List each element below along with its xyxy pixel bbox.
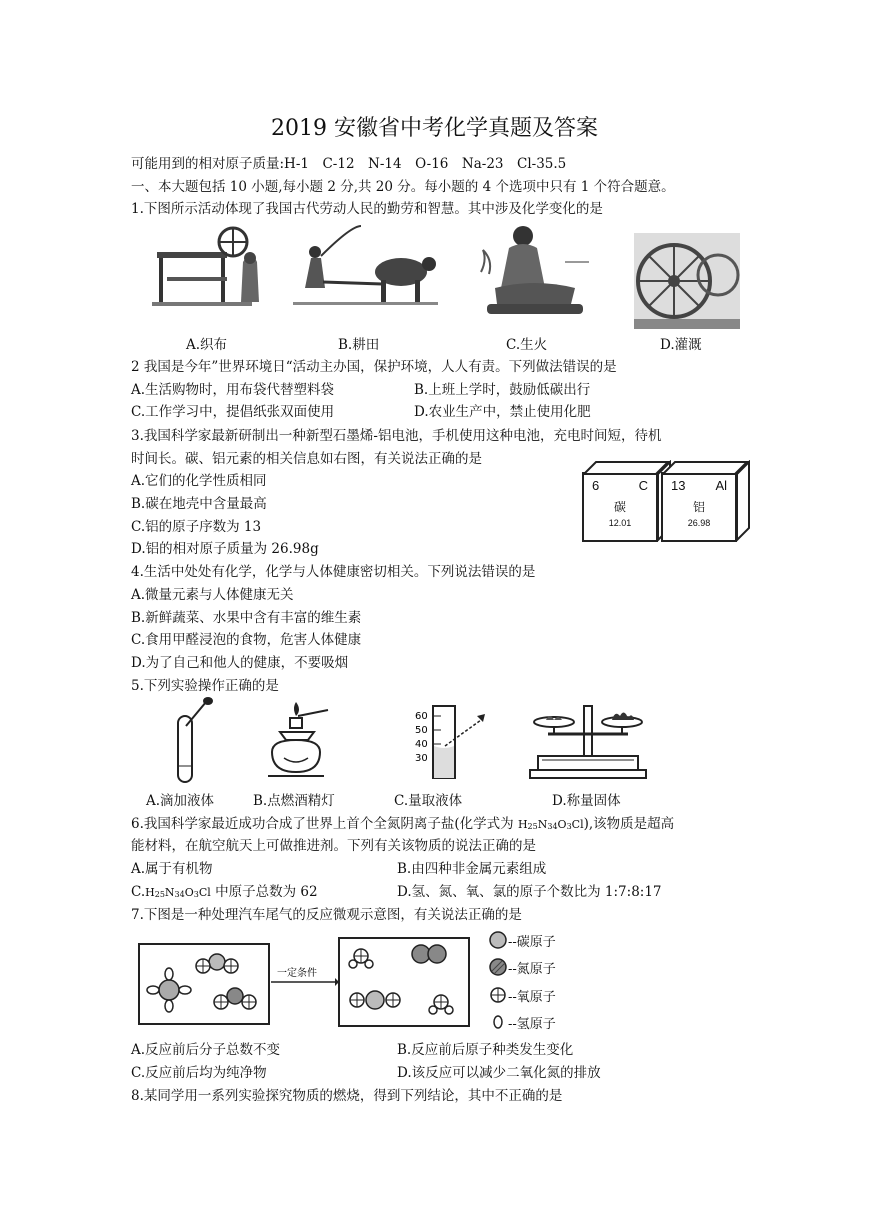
q5-option-b: B.点燃酒精灯	[253, 793, 335, 809]
reaction-condition: 一定条件	[277, 968, 317, 979]
page-title: 2019 安徽省中考化学真题及答案	[271, 116, 598, 141]
carbon-mass: 12.01	[608, 518, 632, 528]
legend-oxygen: --氧原子	[508, 990, 556, 1005]
q4-option-b: B.新鲜蔬菜、水果中含有丰富的维生素	[131, 610, 362, 626]
carbon-name: 碳	[613, 500, 626, 514]
right-molecule-co2	[350, 991, 400, 1009]
legend-carbon: --碳原子	[508, 935, 556, 950]
q7-option-b: B.反应前后原子种类发生变化	[397, 1042, 574, 1058]
q2-option-a: A.生活购物时，用布袋代替塑料袋	[131, 382, 335, 398]
q5-option-a: A.滴加液体	[146, 793, 215, 809]
aluminum-atomic-number: 13	[671, 478, 686, 493]
aluminum-card-side	[735, 460, 751, 542]
q8-stem: 8.某同学用一系列实验探究物质的燃烧，得到下列结论，其中不正确的是	[131, 1088, 563, 1104]
q5-balance-image	[528, 700, 648, 784]
legend-carbon-icon	[488, 930, 508, 950]
legend-hydrogen-icon	[488, 1012, 508, 1032]
q6-option-c: $C.H_{25}N_{34}O_3Cl$ 中原子总数为 62	[131, 884, 318, 900]
q3-stem-line1: 3.我国科学家最新研制出一种新型石墨烯-铝电池，手机使用这种电池，充电时间短，待机	[131, 428, 662, 444]
q7-reaction-diagram	[135, 928, 485, 1028]
q6-option-c-text: 中原子总数为 62	[215, 884, 318, 900]
tick-40: 40	[415, 739, 428, 750]
legend-oxygen-icon	[488, 985, 508, 1005]
q1-stem: 1.下图所示活动体现了我国古代劳动人民的勤劳和智慧。其中涉及化学变化的是	[131, 201, 603, 217]
q6-stem-post: ),该物质是超高	[583, 816, 675, 832]
aluminum-mass: 26.98	[687, 518, 711, 528]
q5-dropper-image	[168, 696, 218, 786]
tick-60: 60	[415, 711, 428, 722]
right-molecule-nitrogen	[412, 945, 446, 963]
section-heading: 一、本大题包括 10 小题,每小题 2 分,共 20 分。每小题的 4 个选项中只有 1 个符合题意。	[131, 179, 675, 195]
q1-plowing-image	[293, 222, 438, 312]
right-molecule-water-2	[429, 995, 453, 1014]
left-molecule-2	[147, 968, 191, 1012]
q1-fire-image	[465, 222, 595, 324]
aluminum-symbol: Al	[715, 478, 727, 493]
q1-option-b: B.耕田	[338, 337, 380, 353]
legend-nitrogen: --氮原子	[508, 962, 556, 977]
q4-option-d: D.为了自己和他人的健康，不要吸烟	[131, 655, 349, 671]
q1-option-c: C.生火	[506, 337, 548, 353]
q7-option-c: C.反应前后均为纯净物	[131, 1065, 267, 1081]
q7-stem: 7.下图是一种处理汽车尾气的反应微观示意图，有关说法正确的是	[131, 907, 522, 923]
aluminum-name: 铝	[692, 500, 705, 514]
q2-stem: 2 我国是今年”世界环境日“活动主办国，保护环境，人人有责。下列做法错误的是	[131, 359, 617, 375]
legend-hydrogen: --氢原子	[508, 1017, 556, 1032]
tick-30: 30	[415, 753, 428, 764]
q3-option-c: C.铝的原子序数为 13	[131, 519, 262, 535]
carbon-atomic-number: 6	[592, 478, 600, 493]
q6-stem-line2: 能材料，在航空航天上可做推进剂。下列有关该物质的说法正确的是	[131, 838, 536, 854]
left-molecule-1	[196, 954, 238, 973]
q6-option-d: D.氢、氮、氧、氯的原子个数比为 1:7:8:17	[397, 884, 662, 900]
q1-weaving-image	[147, 222, 267, 312]
q1-irrigation-image	[634, 233, 740, 329]
q2-option-b: B.上班上学时，鼓励低碳出行	[414, 382, 591, 398]
tick-50: 50	[415, 725, 428, 736]
aluminum-element-card	[661, 472, 737, 542]
q3-option-b: B.碳在地壳中含量最高	[131, 496, 267, 512]
q5-cylinder-image	[415, 702, 495, 780]
atomic-masses: 可能用到的相对原子质量:H-1 C-12 N-14 O-16 Na-23 Cl-35.5	[131, 156, 567, 172]
q6-formula: $H_{25}N_{34}O_3Cl$	[517, 818, 584, 831]
q6-option-a: A.属于有机物	[131, 861, 213, 877]
q6-stem-pre: 6.我国科学家最近成功合成了世界上首个全氮阴离子盐(化学式为	[131, 816, 518, 832]
q5-option-d: D.称量固体	[552, 793, 621, 809]
q6-stem-line1	[131, 814, 674, 837]
q2-option-d: D.农业生产中，禁止使用化肥	[414, 404, 591, 420]
q2-option-c: C.工作学习中，提倡纸张双面使用	[131, 404, 335, 420]
q6-option-b: B.由四种非金属元素组成	[397, 861, 547, 877]
q3-stem-line2: 时间长。碳、铝元素的相关信息如右图，有关说法正确的是	[131, 451, 482, 467]
q1-option-a: A.织布	[186, 337, 228, 353]
q4-option-a: A.微量元素与人体健康无关	[131, 587, 294, 603]
right-molecule-water	[349, 949, 373, 968]
q3-option-a: A.它们的化学性质相同	[131, 473, 267, 489]
q5-option-c: C.量取液体	[394, 793, 463, 809]
q7-option-d: D.该反应可以减少二氧化氮的排放	[397, 1065, 601, 1081]
q3-option-d: D.铝的相对原子质量为 26.98g	[131, 541, 319, 557]
q4-stem: 4.生活中处处有化学，化学与人体健康密切相关。下列说法错误的是	[131, 564, 536, 580]
q4-option-c: C.食用甲醛浸泡的食物，危害人体健康	[131, 632, 362, 648]
left-molecule-3	[214, 988, 256, 1009]
q5-stem: 5.下列实验操作正确的是	[131, 678, 279, 694]
q1-option-d: D.灌溉	[660, 337, 702, 353]
carbon-symbol: C	[638, 478, 648, 493]
q5-alcohol-lamp-image	[262, 702, 332, 782]
q7-option-a: A.反应前后分子总数不变	[131, 1042, 281, 1058]
carbon-element-card	[582, 472, 658, 542]
legend-nitrogen-icon	[488, 957, 508, 977]
